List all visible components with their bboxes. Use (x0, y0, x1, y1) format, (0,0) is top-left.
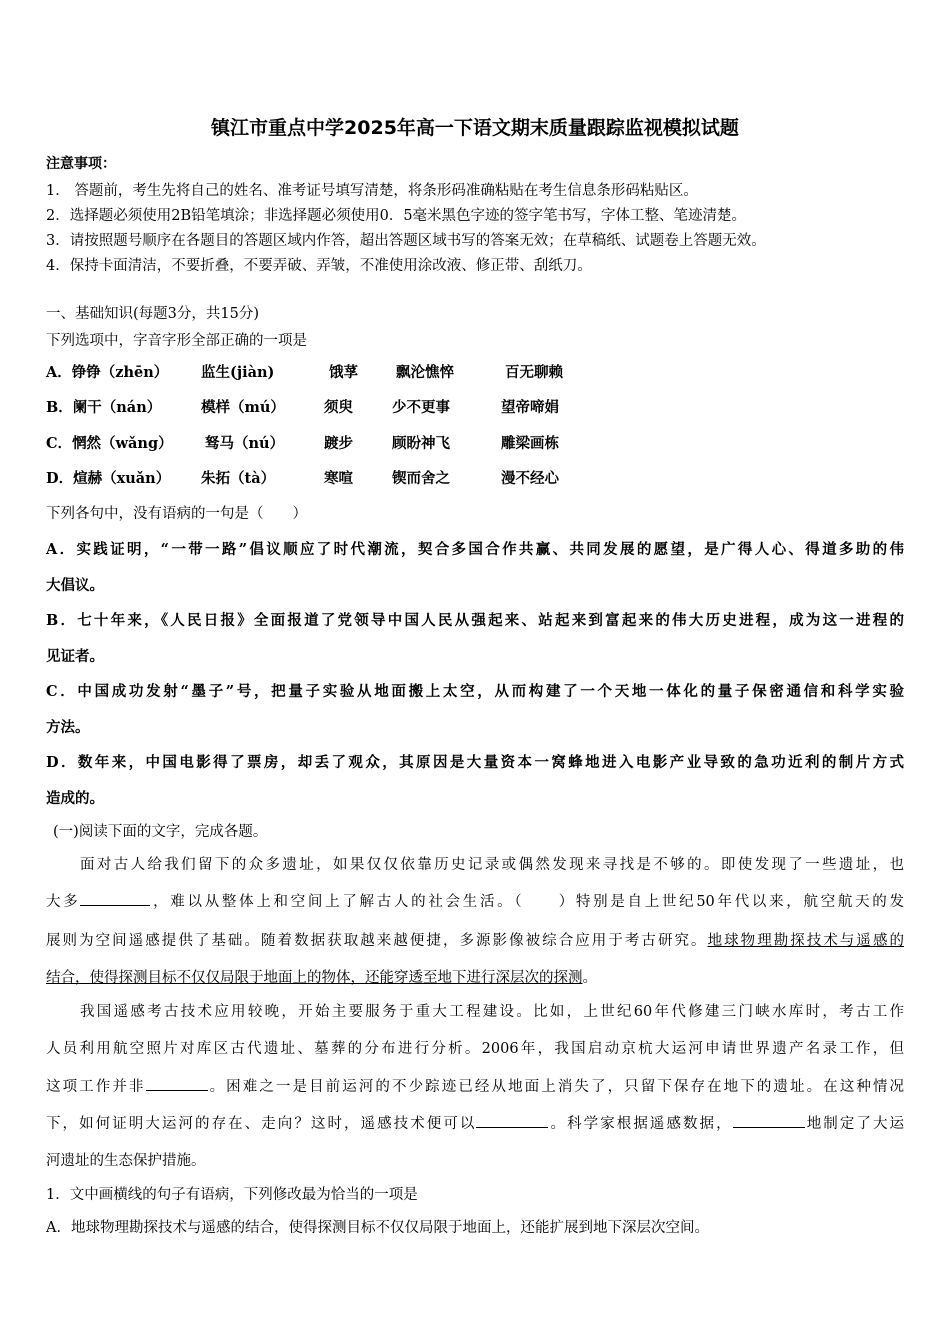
answer-option-a: A．地球物理勘探技术与遥感的结合，使得探测目标不仅仅局限于地面上，还能扩展到地下深层次空间。 (46, 1220, 709, 1236)
option-word: 模样（mú） (201, 399, 285, 416)
text-line (46, 966, 904, 987)
option-word: 顾盼神飞 (392, 435, 450, 452)
fill-blank (476, 1113, 548, 1128)
option-word: 锲而舍之 (392, 470, 450, 487)
underlined-sentence: 结合，使得探测目标不仅仅局限于地面上的物体，还能穿透至地下进行深层次的探测 (46, 970, 583, 986)
text-line: 人员利用航空照片对库区古代遗址、墓葬的分布进行分析。2006年，我国启动京杭大运河申请世界遗产名录工作，但 (46, 1041, 904, 1057)
text-fragment: 这项工作并非 (46, 1079, 146, 1095)
text-fragment: 展则为空间遥感提供了基础。随着数据获取越来越便捷，多源影像被综合应用于考古研究。 (46, 933, 708, 949)
option-word: D．煊赫（xuǎn） (46, 470, 171, 487)
fill-blank (80, 891, 150, 906)
q2-option-line: D．数年来，中国电影得了票房，却丢了观众，其原因是大量资本一窝蜂地进入电影产业导致的急功近利的制片方式 (46, 754, 904, 771)
text-fragment: 。科学家根据遥感数据， (548, 1116, 733, 1132)
notes-heading: 注意事项： (46, 156, 116, 172)
option-word: 踱步 (324, 435, 353, 452)
text-line (46, 890, 904, 911)
question-stem: 下列选项中，字音字形全部正确的一项是 (46, 333, 307, 349)
q2-option-line: 见证者。 (46, 648, 104, 665)
q2-option-line: 方法。 (46, 719, 90, 736)
text-line (46, 929, 904, 950)
option-word: 驽马（nú） (205, 435, 285, 452)
q2-option-line: 大倡议。 (46, 577, 104, 594)
option-word: 朱拓（tà） (201, 470, 276, 487)
text-line: 河遗址的生态保护措施。 (46, 1153, 206, 1169)
text-line: 我国遥感考古技术应用较晚，开始主要服务于重大工程建设。比如，上世纪60年代修建三门峡水库时，考古工作 (80, 1004, 904, 1020)
note-item: 2．选择题必须使用2B铅笔填涂；非选择题必须使用0．5毫米黑色字迹的签字笔书写，字体工整、笔迹清楚。 (46, 208, 747, 224)
option-word: 饿莩 (329, 364, 358, 381)
fill-blank (146, 1076, 208, 1091)
option-word: 少不更事 (392, 399, 450, 416)
section-heading: 一、基础知识(每题3分，共15分) (46, 306, 259, 322)
text-line: 面对古人给我们留下的众多遗址，如果仅仅依靠历史记录或偶然发现来寻找是不够的。即使发现了一些遗址，也 (80, 857, 904, 873)
text-line (46, 1112, 904, 1133)
fill-blank (733, 1113, 805, 1128)
option-word: 百无聊赖 (505, 364, 563, 381)
question-stem: 1．文中画横线的句子有语病，下列修改最为恰当的一项是 (46, 1187, 418, 1203)
text-fragment: 。 (582, 970, 597, 986)
note-item: 1． 答题前，考生先将自己的姓名、准考证号填写清楚，将条形码准确粘贴在考生信息条形码粘贴区。 (46, 183, 698, 199)
option-word: 须臾 (324, 399, 353, 416)
option-word: 望帝啼娟 (501, 399, 559, 416)
option-word: 寒喧 (324, 470, 353, 487)
note-item: 3．请按照题号顺序在各题目的答题区域内作答，超出答题区域书写的答案无效；在草稿纸、试题卷上答题无效。 (46, 233, 766, 249)
option-word: C．惘然（wǎng） (46, 435, 173, 452)
q2-option-line: B．七十年来，《人民日报》全面报道了党领导中国人民从强起来、站起来到富起来的伟大历史进程，成为这一进程的 (46, 612, 904, 629)
q2-option-line: C．中国成功发射“墨子”号，把量子实验从地面搬上太空，从而构建了一个天地一体化的量子保密通信和科学实验 (46, 683, 904, 700)
option-word: 漫不经心 (501, 470, 559, 487)
reading-heading: (一)阅读下面的文字，完成各题。 (53, 824, 268, 840)
option-word: A．铮铮（zhēn） (46, 364, 169, 381)
option-word: 飘沦憔悴 (396, 364, 454, 381)
text-line (46, 1075, 904, 1096)
text-fragment: 。困难之一是目前运河的不少踪迹已经从地面上消失了，只留下保存在地下的遗址。在这种情况 (207, 1079, 904, 1095)
option-word: B．阑干（nán） (46, 399, 162, 416)
option-word: 监生(jiàn) (201, 364, 275, 381)
text-fragment: ，难以从整体上和空间上了解古人的社会生活。（ ）特别是自上世纪50年代以来，航空航天的发 (150, 894, 904, 910)
text-fragment: 大多 (46, 894, 81, 910)
text-fragment: 下，如何证明大运河的存在、走向？这时，遥感技术便可以 (46, 1116, 477, 1132)
option-word: 雕梁画栋 (501, 435, 559, 452)
text-fragment: 地制定了大运 (804, 1116, 905, 1132)
page-title: 镇江市重点中学2025年高一下语文期末质量跟踪监视模拟试题 (211, 117, 739, 139)
note-item: 4．保持卡面清洁，不要折叠，不要弄破、弄皱，不准使用涂改液、修正带、刮纸刀。 (46, 258, 592, 274)
underlined-sentence: 地球物理勘探技术与遥感的 (707, 933, 905, 949)
q2-option-line: 造成的。 (46, 790, 104, 807)
question-stem: 下列各句中，没有语病的一句是（ ） (46, 506, 307, 522)
q2-option-line: A．实践证明，“一带一路”倡议顺应了时代潮流，契合多国合作共赢、共同发展的愿望，是广得人心、得道多助的伟 (46, 541, 904, 558)
